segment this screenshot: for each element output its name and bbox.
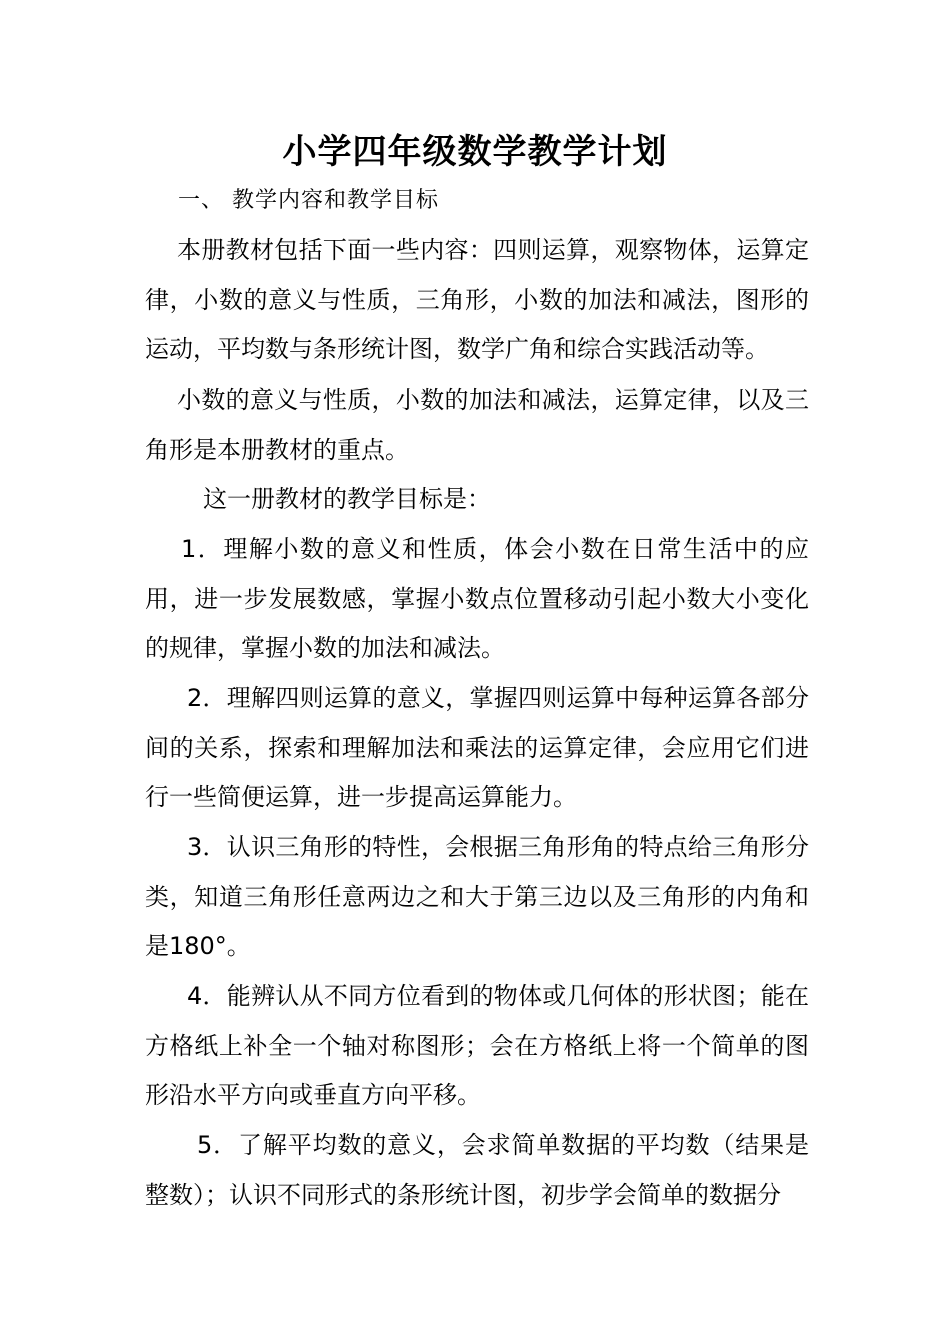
paragraph-key-points: 小数的意义与性质，小数的加法和减法，运算定律，以及三角形是本册教材的重点。 (145, 386, 809, 464)
section-heading: 一、 教学内容和教学目标 (178, 188, 439, 213)
paragraph-goal-1: 1．理解小数的意义和性质，体会小数在日常生活中的应用，进一步发展数感，掌握小数点位置移动引起小数大小变化的规律，掌握小数的加法和减法。 (145, 535, 809, 662)
document-title: 小学四年级数学教学计划 (282, 132, 668, 172)
paragraph-goal-2: 2．理解四则运算的意义，掌握四则运算中每种运算各部分间的关系，探索和理解加法和乘法的运算定律，会应用它们进行一些简便运算，进一步提高运算能力。 (145, 684, 809, 811)
paragraph-goals-intro: 这一册教材的教学目标是： (203, 485, 491, 513)
paragraph-goal-3: 3．认识三角形的特性，会根据三角形角的特点给三角形分类，知道三角形任意两边之和大于第三边以及三角形的内角和是180°。 (145, 833, 809, 960)
paragraph-goal-4: 4．能辨认从不同方位看到的物体或几何体的形状图；能在方格纸上补全一个轴对称图形；会在方格纸上将一个简单的图形沿水平方向或垂直方向平移。 (145, 982, 809, 1109)
paragraph-goal-5: 5．了解平均数的意义，会求简单数据的平均数（结果是整数）；认识不同形式的条形统计图，初步学会简单的数据分 (145, 1131, 809, 1209)
paragraph-contents: 本册教材包括下面一些内容：四则运算，观察物体，运算定律，小数的意义与性质，三角形，小数的加法和减法，图形的运动，平均数与条形统计图，数学广角和综合实践活动等。 (145, 236, 809, 363)
